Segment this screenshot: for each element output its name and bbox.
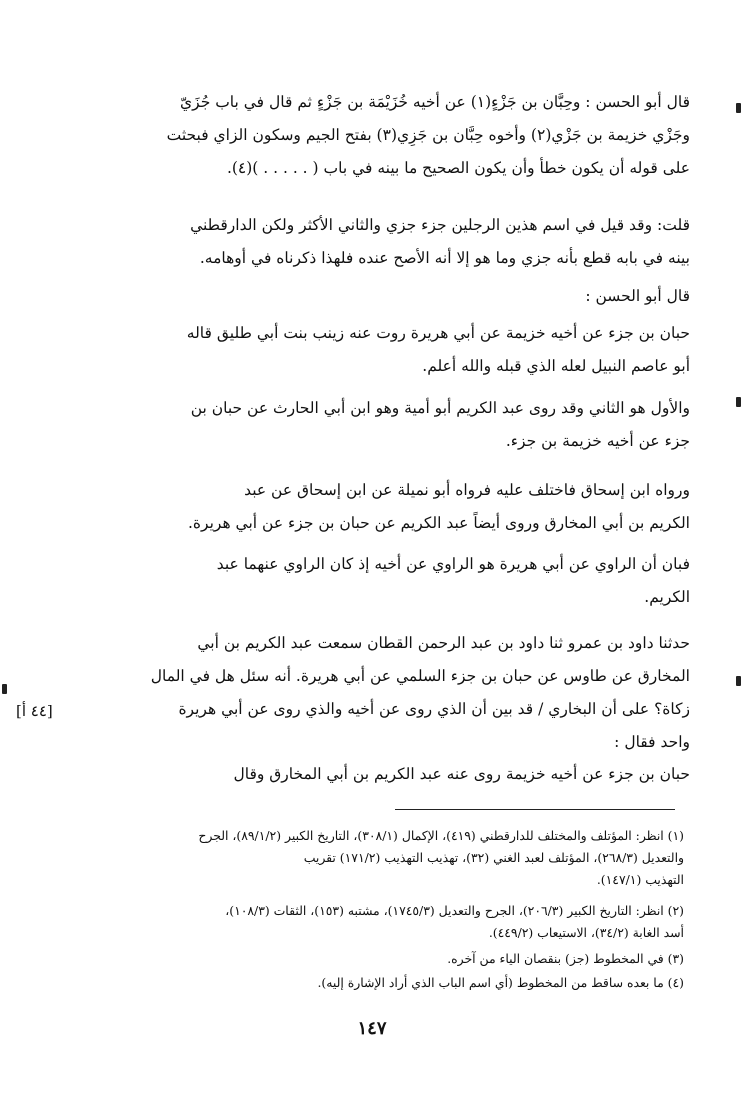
footnote (60, 948, 684, 970)
left-edge-mark (2, 684, 7, 694)
text-line: زكاة؟ على أن البخاري / قد بين أن الذي روى عن أخيه والذي روى عن أبي هريرة (178, 700, 690, 718)
footnote-line: (٢) انظر: التاريخ الكبير (٢٠٦/٣)، الجرح والتعديل (١٧٤٥/٣)، مشتبه (١٥٣)، الثقات (١٠٨/٣)، (225, 903, 684, 918)
text-line: جزء عن أخيه خزيمة بن جزء. (505, 432, 690, 450)
text-line: قلت: وقد قيل في اسم هذين الرجلين جزء جزي والثاني الأكثر ولكن الدارقطني (190, 216, 690, 234)
paragraph (68, 758, 690, 791)
footnote-separator (395, 809, 675, 810)
text-line: فبان أن الراوي عن أبي هريرة هو الراوي عن أخيه إذ كان الراوي عنهما عبد (216, 555, 690, 573)
paragraph (68, 474, 690, 540)
text-line: حدثنا داود بن عمرو ثنا داود بن عبد الرحمن القطان سمعت عبد الكريم بن أبي (197, 634, 690, 652)
text-line: المخارق عن طاوس عن حبان بن جزء السلمي عن أبي هريرة. أنه سئل هل في المال (150, 667, 690, 685)
paragraph (68, 627, 690, 759)
paragraph (68, 317, 690, 383)
paragraph (68, 548, 690, 614)
footnote (60, 825, 684, 891)
page-number: ١٤٧ (357, 1018, 387, 1039)
footnote-line: (٤) ما بعده ساقط من المخطوط (أي اسم الباب الذي أراد الإشارة إليه). (317, 975, 684, 990)
folio-margin-note: [٤٤ أ] (16, 702, 53, 720)
text-line: قال أبو الحسن : (585, 287, 690, 305)
text-line: والأول هو الثاني وقد روى عبد الكريم أبو أمية وهو ابن أبي الحارث عن حبان بن (190, 399, 690, 417)
footnote-line: التهذيب (١٤٧/١). (596, 872, 684, 887)
right-edge-mark (736, 676, 741, 686)
right-edge-mark (736, 397, 741, 407)
footnote-line: (١) انظر: المؤتلف والمختلف للدارقطني (٤١٩)، الإكمال (٣٠٨/١)، التاريخ الكبير (٨٩/١/٢)، الجرح (198, 828, 684, 843)
paragraph (68, 280, 690, 313)
paragraph (68, 86, 690, 185)
paragraph (68, 209, 690, 275)
text-line: وجَزْي خزيمة بن جَزْي(٢) وأخوه حِبَّان بن جَزِي(٣) بفتح الجيم وسكون الزاي فبحثت (166, 126, 690, 144)
footnote-line: (٣) في المخطوط (جز) بنقصان الياء من آخره. (447, 951, 684, 966)
footnote (60, 972, 684, 994)
text-line: الكريم بن أبي المخارق وروى أيضاً عبد الكريم عن حبان بن جزء عن أبي هريرة. (187, 514, 690, 532)
text-line: الكريم. (644, 588, 690, 606)
text-line: بينه في بابه قطع بأنه جزي وما هو إلا أنه الأصح عنده فلهذا ذكرناه في أوهامه. (199, 249, 690, 267)
paragraph (68, 392, 690, 458)
text-line: ورواه ابن إسحاق فاختلف عليه فرواه أبو نميلة عن ابن إسحاق عن عبد (244, 481, 690, 499)
text-line: على قوله أن يكون خطأ وأن يكون الصحيح ما بينه في باب ( . . . . . )(٤). (226, 159, 690, 177)
text-line: حبان بن جزء عن أخيه خزيمة روى عنه عبد الكريم بن أبي المخارق وقال (233, 765, 690, 783)
footnote-line: والتعديل (٢٦٨/٣)، المؤتلف لعبد الغني (٣٢)، تهذيب التهذيب (١٧١/٢) تقريب (303, 850, 684, 865)
text-line: واحد فقال : (614, 733, 690, 751)
footnote (60, 900, 684, 944)
right-edge-mark (736, 103, 741, 113)
text-line: قال أبو الحسن : وحِبَّان بن جَزْءٍ(١) عن أخيه خُزَيْمَة بن جَزْءٍ ثم قال في باب جُزَيّ (180, 93, 690, 111)
text-line: حبان بن جزء عن أخيه خزيمة عن أبي هريرة روت عنه زينب بنت أبي طليق قاله (186, 324, 690, 342)
text-line: أبو عاصم النبيل لعله الذي قبله والله أعلم. (422, 357, 690, 375)
footnote-line: أسد الغابة (٣٤/٢)، الاستيعاب (٤٤٩/٢). (488, 925, 684, 940)
